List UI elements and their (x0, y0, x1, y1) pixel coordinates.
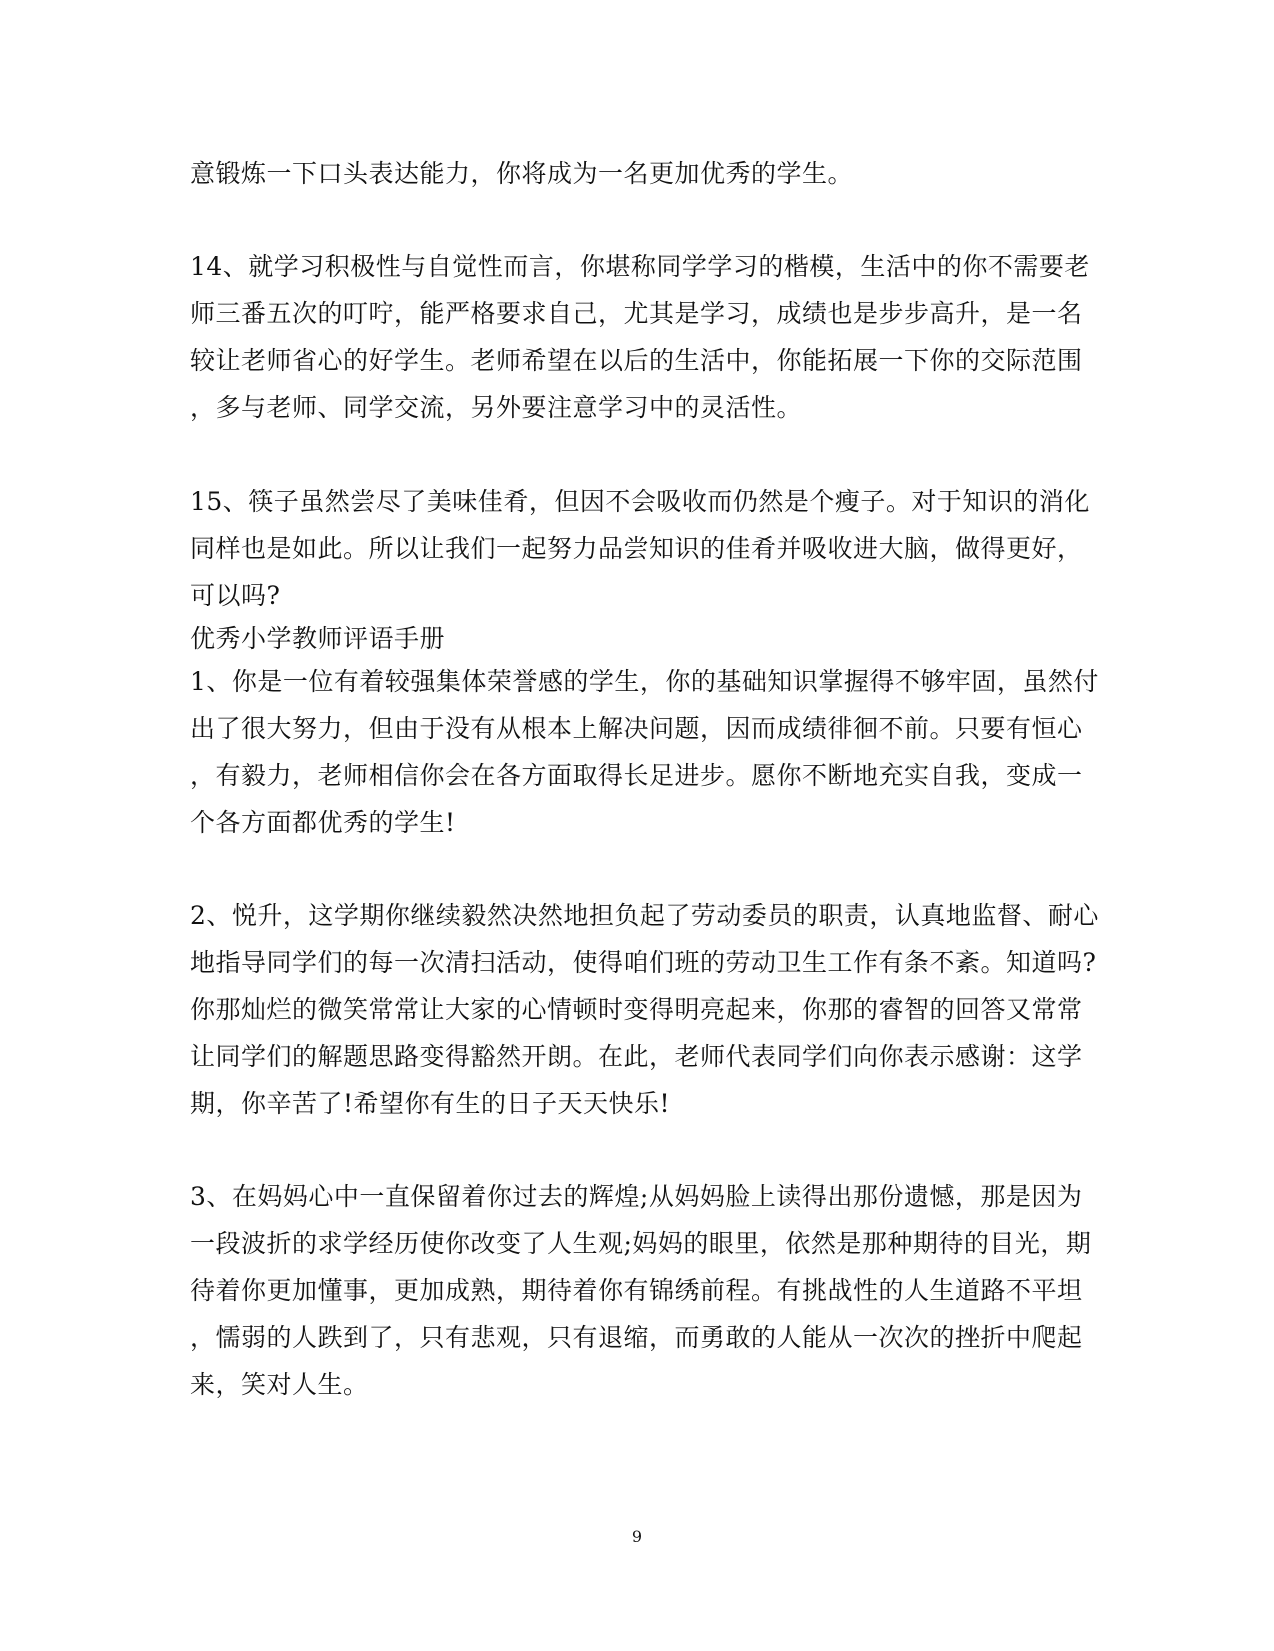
text-line: 个各方面都优秀的学生! (190, 808, 456, 837)
text-line: 14、就学习积极性与自觉性而言，你堪称同学学习的楷模，生活中的你不需要老 (190, 252, 1090, 281)
text-line: 1、你是一位有着较强集体荣誉感的学生，你的基础知识掌握得不够牢固，虽然付 (190, 667, 1099, 696)
text-line: ，多与老师、同学交流，另外要注意学习中的灵活性。 (190, 393, 803, 422)
text-line: ，有毅力，老师相信你会在各方面取得长足进步。愿你不断地充实自我，变成一 (190, 761, 1083, 790)
text-line: 同样也是如此。所以让我们一起努力品尝知识的佳肴并吸收进大脑，做得更好， (190, 534, 1083, 563)
text-line: 待着你更加懂事，更加成熟，期待着你有锦绣前程。有挑战性的人生道路不平坦 (190, 1276, 1083, 1305)
text-line: 让同学们的解题思路变得豁然开朗。在此，老师代表同学们向你表示感谢：这学 (190, 1042, 1083, 1071)
text-line: 地指导同学们的每一次清扫活动，使得咱们班的劳动卫生工作有条不紊。知道吗? (190, 948, 1097, 977)
text-line: 期，你辛苦了!希望你有生的日子天天快乐! (190, 1089, 671, 1118)
text-line: 你那灿烂的微笑常常让大家的心情顿时变得明亮起来，你那的睿智的回答又常常 (190, 995, 1083, 1024)
text-line: 师三番五次的叮咛，能严格要求自己，尤其是学习，成绩也是步步高升，是一名 (190, 299, 1083, 328)
text-line: 较让老师省心的好学生。老师希望在以后的生活中，你能拓展一下你的交际范围 (190, 346, 1083, 375)
text-line: 3、在妈妈心中一直保留着你过去的辉煌;从妈妈脸上读得出那份遗憾，那是因为 (190, 1182, 1083, 1211)
text-line: 2、悦升，这学期你继续毅然决然地担负起了劳动委员的职责，认真地监督、耐心 (190, 901, 1099, 930)
text-line: 一段波折的求学经历使你改变了人生观;妈妈的眼里，依然是那种期待的目光，期 (190, 1229, 1092, 1258)
text-line: 来，笑对人生。 (190, 1370, 369, 1399)
text-line: 出了很大努力，但由于没有从根本上解决问题，因而成绩徘徊不前。只要有恒心 (190, 714, 1083, 743)
text-line: 15、筷子虽然尝尽了美味佳肴，但因不会吸收而仍然是个瘦子。对于知识的消化 (190, 487, 1090, 516)
text-line: ，懦弱的人跌到了，只有悲观，只有退缩，而勇敢的人能从一次次的挫折中爬起 (190, 1323, 1083, 1352)
page-number: 9 (631, 1527, 643, 1546)
text-line: 意锻炼一下口头表达能力，你将成为一名更加优秀的学生。 (190, 159, 854, 188)
section-heading: 优秀小学教师评语手册 (190, 624, 446, 653)
text-line: 可以吗? (190, 581, 281, 610)
